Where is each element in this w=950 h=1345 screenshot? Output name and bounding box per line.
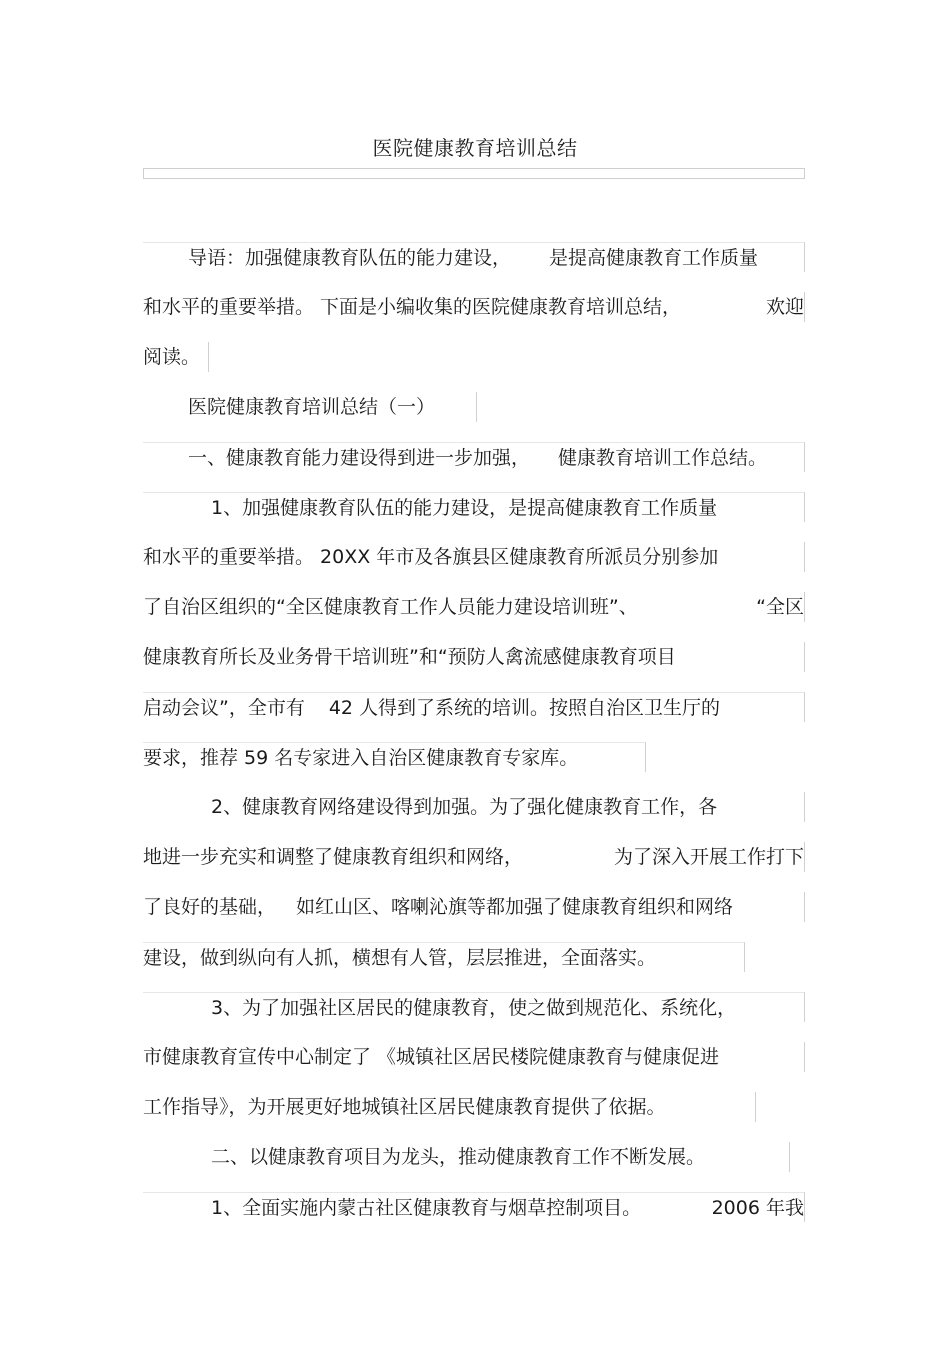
- text-segment: 工作指导》，为开展更好地城镇社区居民健康教育提供了依据。: [143, 1096, 666, 1118]
- paragraph-line: [143, 1192, 805, 1222]
- paragraph-line: [143, 742, 646, 772]
- text-segment: 和水平的重要举措。 下面是小编收集的医院健康教育培训总结，: [143, 296, 682, 318]
- text-segment: 地进一步充实和调整了健康教育组织和网络，: [143, 846, 524, 868]
- text-segment: 欢迎: [765, 296, 804, 318]
- paragraph-line: [143, 892, 805, 922]
- text-segment: 是提高健康教育工作质量: [549, 247, 759, 269]
- paragraph-line: [143, 492, 805, 522]
- paragraph-line: [143, 1042, 805, 1072]
- text-segment: 了良好的基础，: [143, 896, 277, 918]
- section-heading: [143, 1142, 790, 1172]
- title-divider: [143, 168, 805, 179]
- text-segment: 启动会议”，全市有: [143, 697, 305, 719]
- text-segment: 建设，做到纵向有人抓，横想有人管，层层推进，全面落实。: [143, 947, 657, 969]
- text-segment: 健康教育培训工作总结。: [558, 447, 768, 469]
- paragraph-line: [143, 842, 805, 872]
- text-segment: “全区: [756, 596, 804, 618]
- paragraph-line: [143, 942, 745, 972]
- text-segment: 3、为了加强社区居民的健康教育，使之做到规范化、系统化，: [211, 997, 737, 1019]
- text-segment: 2、健康教育网络建设得到加强。为了强化健康教育工作，各: [211, 796, 718, 818]
- paragraph-line: [143, 642, 805, 672]
- text-segment: 1、全面实施内蒙古社区健康教育与烟草控制项目。: [211, 1197, 642, 1219]
- text-segment: 2006 年我: [711, 1197, 804, 1219]
- text-segment: 1、加强健康教育队伍的能力建设，是提高健康教育工作质量: [211, 497, 718, 519]
- text-segment: 导语：加强健康教育队伍的能力建设，: [188, 247, 512, 269]
- text-segment: 健康教育所长及业务骨干培训班”和“预防人禽流感健康教育项目: [143, 646, 676, 668]
- paragraph-line: [143, 342, 209, 372]
- text-segment: 二、以健康教育项目为龙头，推动健康教育工作不断发展。: [211, 1146, 706, 1168]
- document-title: 医院健康教育培训总结: [372, 136, 578, 160]
- section-heading: [143, 392, 477, 422]
- text-segment: 医院健康教育培训总结（一）: [188, 396, 436, 418]
- paragraph-line: [143, 1092, 756, 1122]
- text-segment: 要求，推荐 59 名专家进入自治区健康教育专家库。: [143, 747, 579, 769]
- text-segment: 如红山区、喀喇沁旗等都加强了健康教育组织和网络: [296, 896, 734, 918]
- paragraph-line: [143, 592, 805, 622]
- text-segment: 为了深入开展工作打下: [613, 846, 804, 868]
- text-segment: 了自治区组织的“全区健康教育工作人员能力建设培训班”、: [143, 596, 638, 618]
- paragraph-line: [143, 792, 805, 822]
- paragraph-line: [143, 242, 805, 272]
- paragraph-line: [143, 292, 805, 322]
- text-segment: 和水平的重要举措。 20XX 年市及各旗县区健康教育所派员分别参加: [143, 546, 719, 568]
- paragraph-line: [143, 992, 805, 1022]
- text-segment: 市健康教育宣传中心制定了 《城镇社区居民楼院健康教育与健康促进: [143, 1046, 720, 1068]
- text-segment: 一、健康教育能力建设得到进一步加强，: [188, 447, 531, 469]
- section-heading: [143, 442, 805, 472]
- text-segment: 阅读。: [143, 346, 201, 368]
- paragraph-line: [143, 692, 805, 722]
- text-segment: 42 人得到了系统的培训。按照自治区卫生厅的: [328, 697, 721, 719]
- paragraph-line: [143, 542, 805, 572]
